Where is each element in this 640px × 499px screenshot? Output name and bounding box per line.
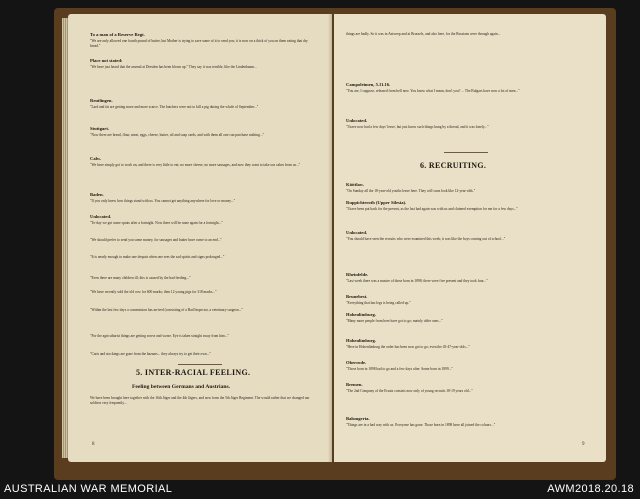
right-unlocated-para: "I have now had a few days' leave, but just know such things hung by a thread, and it was lonely..." bbox=[346, 125, 489, 129]
para-10: "Even there are many children ill; this is caused by the bad feeding..." bbox=[90, 276, 191, 280]
right-top-para-2: "You are, I suppose, released from hell now. You know what I mean, don't you? ... The Bulgars have now a lot of men..." bbox=[346, 89, 520, 93]
right-top-para: things are badly. So it was in Antwerp and at Brussels, and also here, for the Russians were through again... bbox=[346, 32, 501, 36]
footer-accession-number: AWM2018.20.18 bbox=[547, 483, 634, 495]
footer-bar bbox=[0, 480, 640, 499]
para-14: "Carts and stockings are gone from the bazaars... they always try to get their own..." bbox=[90, 352, 211, 356]
para-1: "We are only allowed one fourth pound of butter, but Mother is trying to save some of it to send you; it is now on a thick of you on them eating that dry bread." bbox=[90, 39, 308, 48]
section-title-inter-racial: 5. INTER-RACIAL FEELING. bbox=[136, 368, 251, 377]
divider-right bbox=[444, 152, 488, 153]
entry-text: "Things are in a bad way with us. Everyone has gone. Those born in 1898 have all joined the colours..." bbox=[346, 423, 496, 427]
entry-head: Balsmgerta. bbox=[346, 416, 370, 421]
entry-text: "Those born in 1898 had to go and a few days after. Some born in 1899..." bbox=[346, 367, 453, 371]
entry-head: Rheinfelde. bbox=[346, 272, 369, 277]
para-5: "We have simply got to work on, and there is very little to eat; no more cheese, no more sausages, and now they want to take our cakes from us..." bbox=[90, 163, 301, 167]
para-8: "We should prefer to send you some money, for sausages and butter have come to an end..." bbox=[90, 238, 222, 242]
heading-reutlingen: Reutlingen. bbox=[90, 98, 113, 103]
entry-text: "Many more people from here have got to go; mainly older ones..." bbox=[346, 319, 443, 323]
heading-place-not-stated: Place not stated: bbox=[90, 58, 123, 63]
heading-calw: Calw. bbox=[90, 156, 102, 161]
left-page bbox=[68, 14, 332, 462]
heading-unlocated: Unlocated. bbox=[90, 214, 112, 219]
para-6: "If you only knew how things stand with us. You cannot get anything anywhere for love or money..." bbox=[90, 199, 236, 203]
entry-text: "I have been put back for the present, as the last bad again was with us and claimed exemption for me for a few days..." bbox=[346, 207, 518, 211]
right-page bbox=[334, 14, 606, 462]
entry-text: "Everything that has legs is being called up." bbox=[346, 301, 411, 305]
entry-head: Bremen. bbox=[346, 382, 363, 387]
section-para: We have been brought here together with the 16th Jäger and the 4th Jägers, and now form the 5th Jäger Regiment. The would rather that we changed our soldiers very frequently... bbox=[90, 396, 310, 405]
para-2: "We have just heard that the arsenal at Dresden has been blown up." They say it was terrible, like the Lindenbaum... bbox=[90, 65, 257, 69]
entry-head: Oberrode. bbox=[346, 360, 367, 365]
section-title-recruiting: 6. RECRUITING. bbox=[420, 161, 487, 170]
section-subtitle: Feeling between Germans and Austrians. bbox=[132, 384, 231, 390]
para-13: "For the agriculturist things are getting worse and worse. Eye is taken straight away from him..." bbox=[90, 334, 229, 338]
page-number-right: 9 bbox=[582, 442, 585, 447]
entry-text: "The 2nd Company of the Ersatz consists now only of young recruits 18-19 years old..." bbox=[346, 389, 473, 393]
page-number-left: 8 bbox=[92, 442, 95, 447]
entry-text: "Here in Hohenlimburg the order has been now got to go; even the 45-47-year-olds..." bbox=[346, 345, 470, 349]
para-7: "To-day we got some sprats after a fortnight. Now there will be none again for a fortnight..." bbox=[90, 221, 223, 225]
entry-head: Hohenlimburg. bbox=[346, 312, 376, 317]
para-4: "Now there are bread, flour, meat, eggs, cheese, butter, oil and soap cards, and with them all one can purchase nothing..." bbox=[90, 133, 265, 137]
entry-text: "On Sunday all the 18-year-old youths leave here. They will soon look like 12-year-olds." bbox=[346, 189, 476, 193]
para-12: "Within the last few days a commission has arrived (consisting of a Bad Inspector, a veterinary surgeon..." bbox=[90, 308, 243, 312]
entry-head: Hohenlimburg. bbox=[346, 338, 376, 343]
entry-text: "You should have seen the recruits who were examined this week; it was like the boys coming out of school..." bbox=[346, 237, 506, 241]
entry-text: "Last week there was a muster of those born in 1898; there were five present and they took four..." bbox=[346, 279, 488, 283]
entry-head: Ruppichteroth (Upper Silesia). bbox=[346, 200, 407, 205]
para-9: "It is nearly enough to make one despair when one sees the sad spirits and signs prolonged..." bbox=[90, 255, 225, 259]
divider bbox=[178, 364, 222, 365]
heading-reserve-regt: To a man of a Reserve Regt. bbox=[90, 32, 145, 37]
entry-head: Brunebest. bbox=[346, 294, 368, 299]
entry-head: Unlocated. bbox=[346, 230, 368, 235]
para-11: "We have recently sold the old cow for 600 marks; then 12 young pigs for 318 marks..." bbox=[90, 290, 217, 294]
heading-stuttgart: Stuttgart. bbox=[90, 126, 110, 131]
heading-campoleimen: Campoleimen, 5.11.16. bbox=[346, 82, 391, 87]
heading-baden: Baden. bbox=[90, 192, 104, 197]
footer-institution: AUSTRALIAN WAR MEMORIAL bbox=[4, 483, 173, 495]
para-3: "Lard and fat are getting more and more scarce. The butchers were not to kill a pig during the whole of September..." bbox=[90, 105, 259, 109]
heading-unlocated-right: Unlocated. bbox=[346, 118, 368, 123]
entry-head: Kiöttlaw. bbox=[346, 182, 364, 187]
